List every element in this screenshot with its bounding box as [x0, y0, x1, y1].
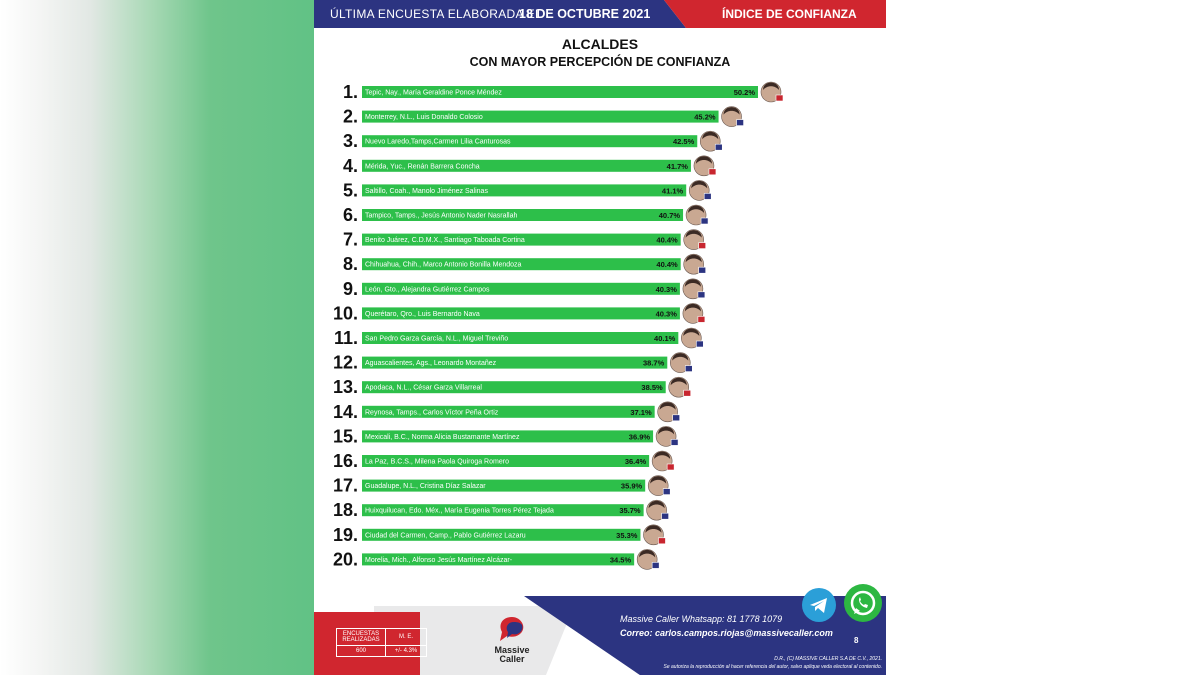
bar-row	[333, 451, 674, 471]
party-badge-icon	[671, 439, 678, 445]
party-badge-icon	[699, 267, 706, 273]
me-label: M. E.	[386, 629, 427, 646]
bar-label: Monterrey, N.L., Luis Donaldo Colosio	[365, 114, 483, 122]
rank-label: 17.	[332, 475, 358, 496]
rank-label: 20.	[332, 549, 358, 570]
whatsapp-contact: Massive Caller Whatsapp: 81 1778 1079	[620, 614, 783, 624]
survey-stats-table	[336, 628, 427, 657]
page-number: 8	[854, 636, 859, 645]
party-badge-icon	[673, 415, 680, 421]
bar-label: León, Gto., Alejandra Gutiérrez Campos	[365, 286, 490, 294]
bar-label: Apodaca, N.L., César Garza Villarreal	[365, 384, 482, 392]
background-band	[0, 0, 314, 675]
bar-row	[343, 107, 744, 127]
encuestas-value: 600	[337, 646, 386, 657]
party-badge-icon	[709, 169, 716, 175]
value-label: 40.4%	[656, 235, 678, 245]
rank-label: 19.	[332, 524, 358, 545]
bar-label: Morelia, Mich., Alfonso Jesús Martínez Alcázar-	[365, 556, 513, 564]
rank-label: 14.	[332, 401, 358, 422]
party-badge-icon	[658, 538, 665, 544]
bar-row	[343, 279, 705, 299]
value-label: 40.3%	[655, 284, 677, 294]
bar-label: Nuevo Laredo,Tamps,Carmen Lilia Canturosas	[365, 138, 511, 146]
value-label: 50.2%	[733, 88, 755, 97]
party-badge-icon	[704, 193, 711, 199]
party-badge-icon	[662, 513, 669, 519]
bar-label: Ciudad del Carmen, Camp., Pablo Gutiérrez Lazaru	[365, 532, 526, 540]
bar-row	[333, 525, 665, 545]
party-badge-icon	[652, 562, 659, 568]
bar-row	[334, 328, 703, 348]
index-label: ÍNDICE DE CONFIANZA	[722, 7, 857, 21]
party-badge-icon	[685, 366, 692, 372]
value-label: 45.2%	[694, 112, 716, 122]
rank-label: 13.	[332, 377, 358, 398]
value-label: 41.1%	[661, 186, 684, 196]
bar-label: Querétaro, Qro., Luis Bernardo Nava	[365, 310, 480, 318]
massive-caller-logo	[494, 615, 530, 645]
party-badge-icon	[701, 218, 708, 224]
party-badge-icon	[737, 120, 744, 126]
legal-copyright: D.R., (C) MASSIVE CALLER S.A DE C.V., 2021.	[774, 656, 882, 662]
bar-row	[333, 353, 692, 373]
rank-label: 16.	[332, 451, 358, 471]
bar-label: Mexicali, B.C., Norma Alicia Bustamante Martínez	[365, 433, 520, 441]
bar-row	[343, 205, 708, 225]
rank-label: 6.	[342, 205, 358, 225]
bar-row	[333, 549, 659, 569]
encuestas-label: ENCUESTAS REALIZADAS	[337, 629, 386, 646]
bar-row	[343, 82, 783, 102]
bar-label: Reynosa, Tamps., Carlos Víctor Peña Ortiz	[365, 409, 499, 417]
bar-row	[343, 230, 706, 250]
bar-chart	[314, 72, 886, 582]
me-value: +/- 4.3%	[386, 646, 427, 657]
party-badge-icon	[696, 341, 703, 347]
rank-label: 11.	[333, 328, 358, 348]
bar-row	[333, 426, 678, 446]
rank-label: 4.	[342, 155, 358, 176]
rank-label: 7.	[342, 229, 358, 250]
value-label: 36.9%	[628, 432, 651, 442]
value-label: 38.7%	[643, 358, 665, 368]
bar-row	[343, 180, 711, 200]
bar-label: Saltillo, Coah., Manolo Jiménez Salinas	[365, 187, 488, 195]
party-badge-icon	[698, 292, 705, 298]
value-label: 38.5%	[641, 383, 663, 393]
rank-label: 1.	[342, 82, 358, 102]
bar-label: Tampico, Tamps., Jesús Antonio Nader Nasrallah	[365, 212, 518, 220]
rank-label: 5.	[342, 180, 358, 201]
telegram-icon	[802, 588, 836, 622]
bar-row	[333, 303, 705, 323]
rank-label: 10.	[332, 303, 358, 324]
value-label: 35.9%	[620, 481, 643, 491]
bar-label: Tepic, Nay., María Geraldine Ponce Méndez	[365, 89, 502, 97]
value-label: 36.4%	[624, 457, 647, 466]
party-badge-icon	[663, 489, 670, 495]
party-badge-icon	[667, 464, 674, 470]
value-label: 34.5%	[609, 555, 632, 565]
bar-row	[343, 254, 706, 274]
value-label: 37.1%	[630, 407, 652, 417]
bar-label: La Paz, B.C.S., Milena Paola Quiroga Romero	[365, 458, 509, 466]
survey-date: 18 DE OCTUBRE 2021	[519, 7, 651, 21]
bar-label: Chihuahua, Chih., Marco Antonio Bonilla Mendoza	[365, 261, 522, 269]
value-label: 40.1%	[654, 334, 676, 343]
bar-row	[333, 476, 670, 496]
legal-notice: Se autoriza la reproducción al hacer referencia del autor, salvo aplique veda electoral al contenido.	[663, 664, 882, 670]
chart-subtitle: CON MAYOR PERCEPCIÓN DE CONFIANZA	[469, 55, 731, 69]
bar-label: Mérida, Yuc., Renán Barrera Concha	[365, 163, 480, 171]
value-label: 40.3%	[655, 309, 677, 319]
rank-label: 9.	[342, 278, 358, 299]
bar-row	[333, 377, 691, 397]
value-label: 35.7%	[619, 506, 641, 516]
email-contact: Correo: carlos.campos.riojas@massivecaller.com	[620, 628, 833, 638]
rank-label: 8.	[342, 254, 358, 275]
bar-row	[333, 402, 680, 422]
party-badge-icon	[699, 243, 706, 249]
party-badge-icon	[715, 144, 722, 150]
bar-row	[333, 500, 669, 520]
value-label: 40.7%	[658, 211, 681, 220]
rank-label: 15.	[332, 426, 358, 447]
rank-label: 3.	[342, 131, 358, 152]
rank-label: 18.	[332, 500, 358, 521]
logo-text: Massive Caller	[494, 645, 530, 664]
chart-title: ALCALDES	[561, 36, 639, 52]
rank-label: 12.	[332, 352, 358, 373]
value-label: 40.4%	[656, 260, 678, 270]
value-label: 41.7%	[666, 161, 688, 171]
party-badge-icon	[698, 316, 705, 322]
header-banner	[314, 0, 886, 28]
bar-label: Huixquilucan, Edo. Méx., María Eugenia Torres Pérez Tejada	[365, 507, 554, 515]
rank-label: 2.	[342, 106, 358, 127]
value-label: 35.3%	[616, 530, 638, 540]
bar-label: Aguascalientes, Ags., Leonardo Montañez	[365, 360, 497, 368]
value-label: 42.5%	[672, 137, 695, 147]
bar-label: Guadalupe, N.L., Cristina Díaz Salazar	[365, 483, 486, 491]
bar-row	[343, 156, 716, 176]
whatsapp-icon	[844, 584, 882, 622]
survey-prefix: ÚLTIMA ENCUESTA ELABORADA EL	[330, 7, 543, 21]
infographic-panel	[314, 0, 886, 675]
bar-label: Benito Juárez, C.D.M.X., Santiago Taboada Cortina	[365, 237, 525, 245]
bar-row	[343, 131, 722, 151]
party-badge-icon	[776, 95, 783, 101]
party-badge-icon	[684, 390, 691, 396]
bar-label: San Pedro Garza García, N.L., Miguel Treviño	[365, 335, 509, 343]
